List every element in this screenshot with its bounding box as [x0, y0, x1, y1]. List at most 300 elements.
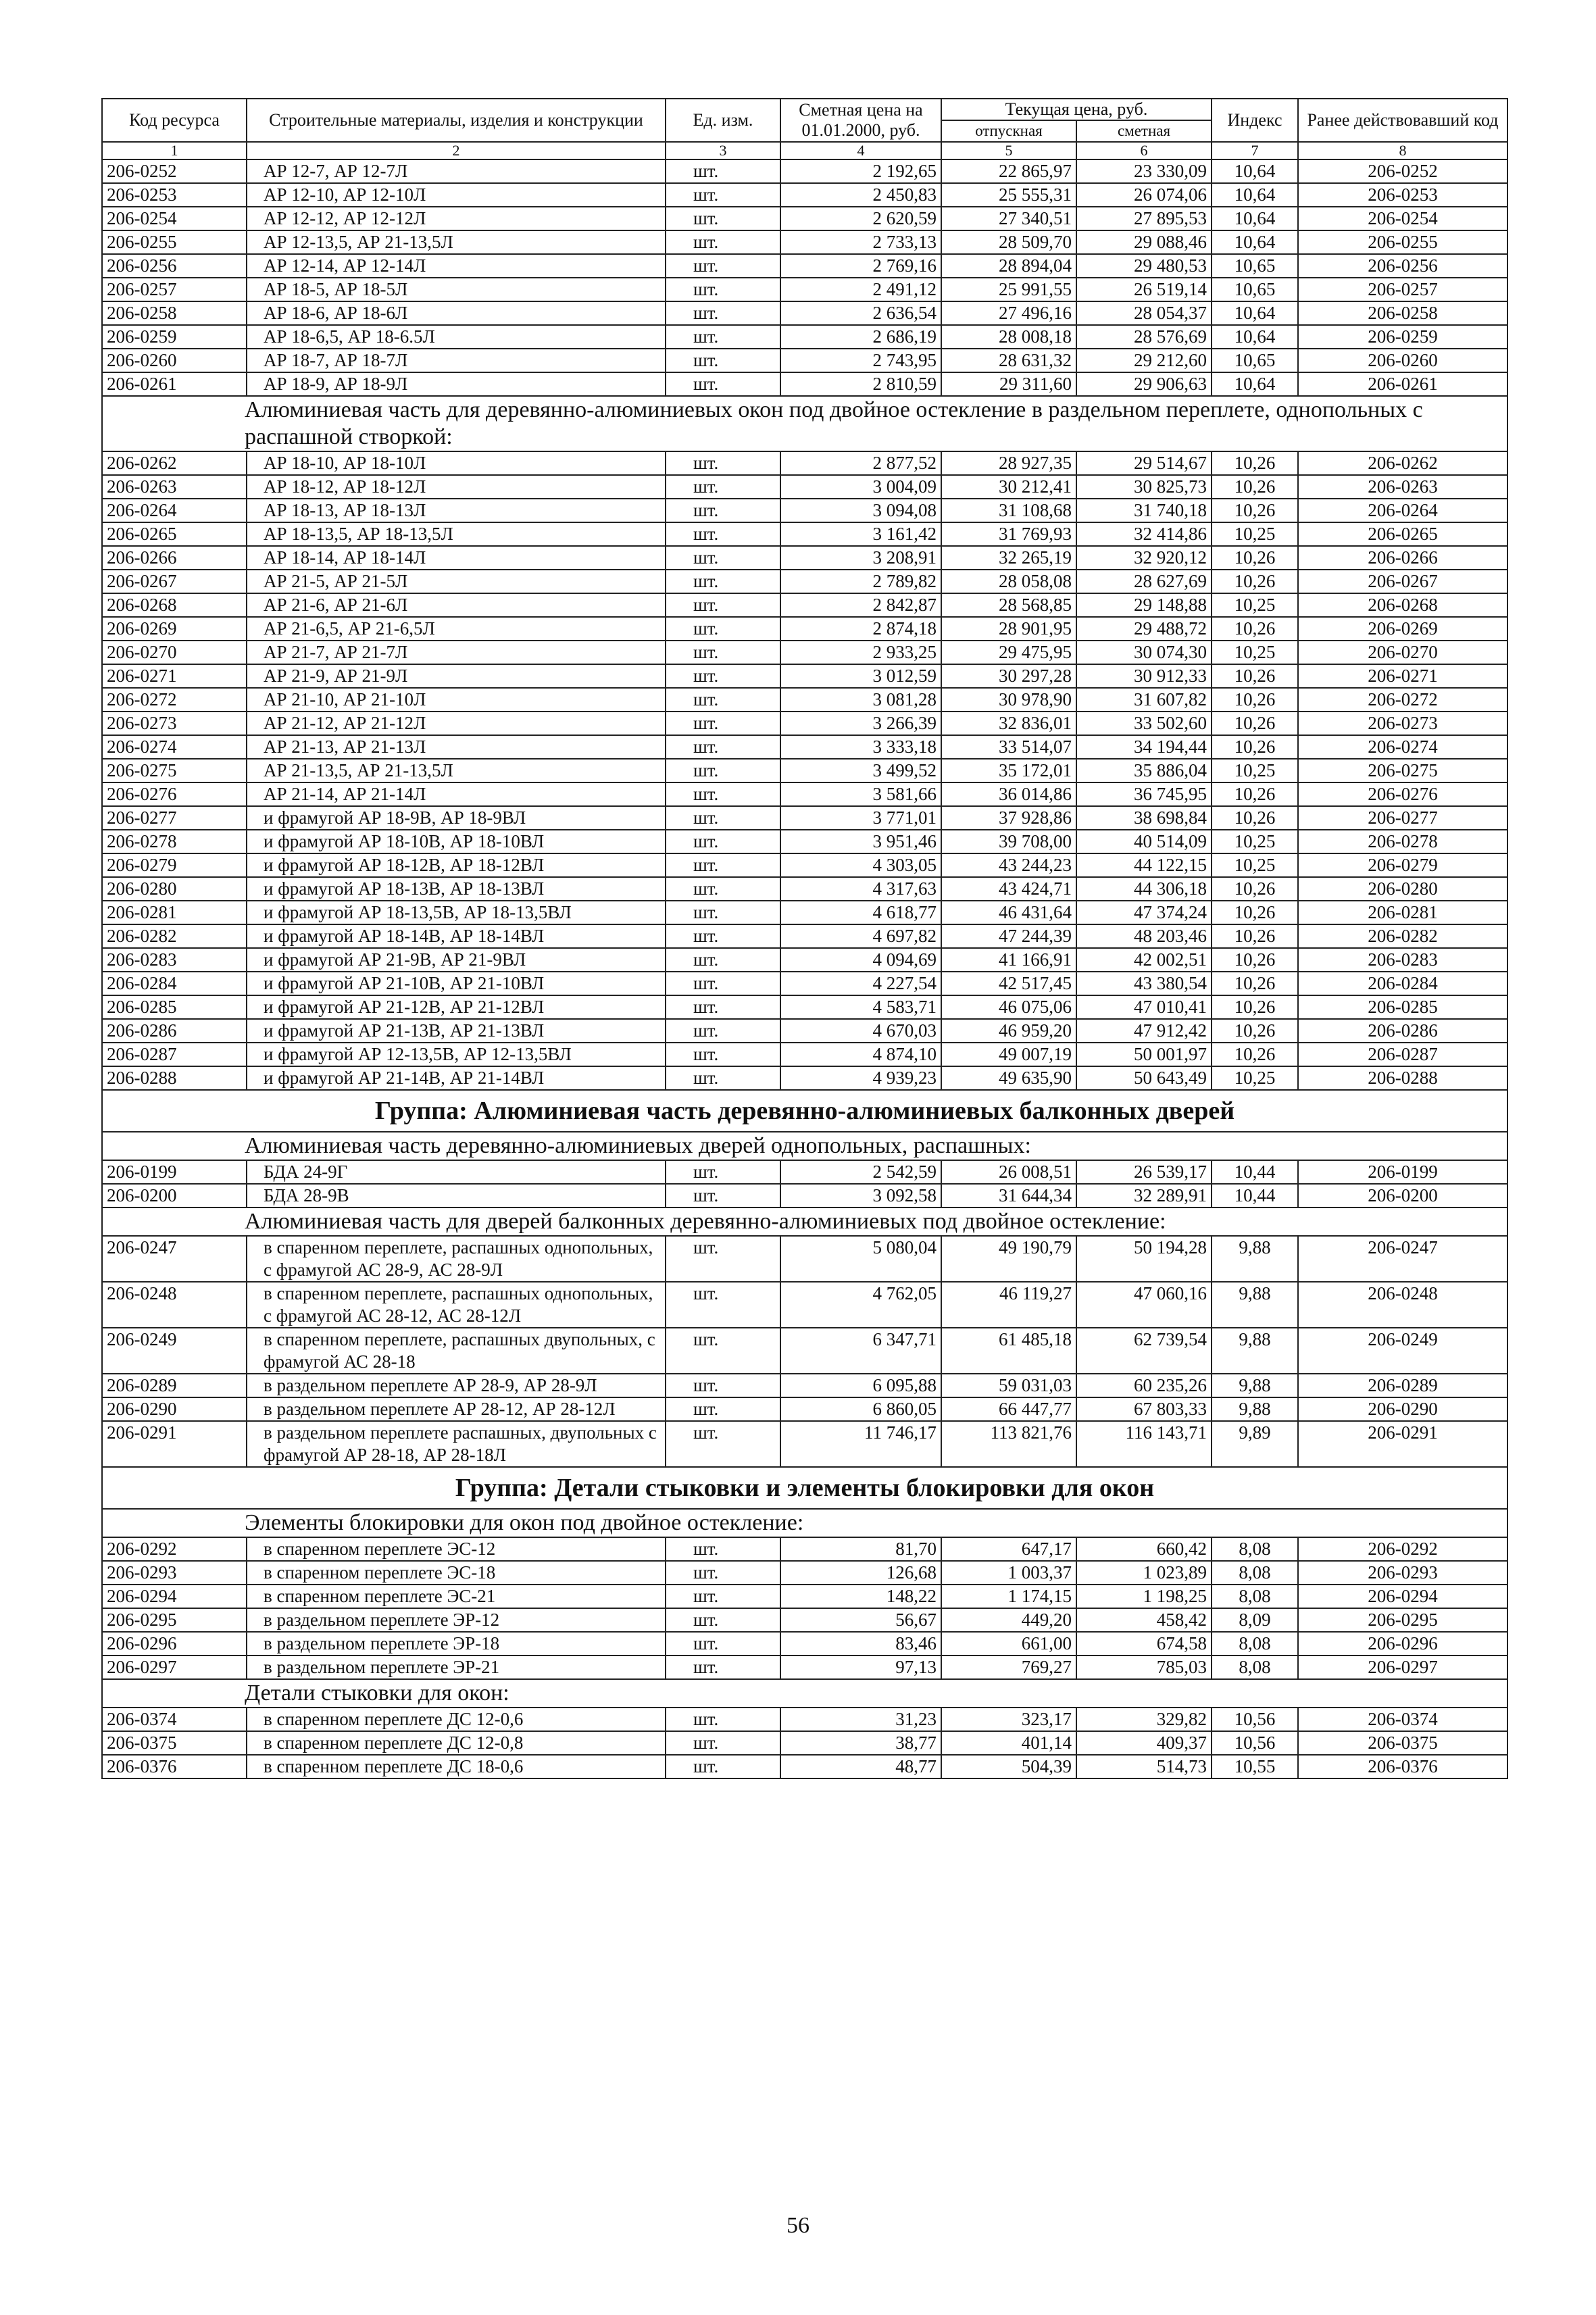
price-index: 10,26: [1212, 688, 1298, 712]
release-price: 46 959,20: [941, 1019, 1076, 1043]
table-row: [102, 924, 1507, 948]
price-index: 10,26: [1212, 806, 1298, 830]
price-table: [101, 98, 1508, 1779]
table-row: [102, 830, 1507, 853]
base-price: 4 227,54: [780, 972, 941, 995]
estimate-price: 785,03: [1076, 1656, 1212, 1679]
resource-code: 206-0374: [102, 1708, 247, 1731]
resource-code: 206-0273: [102, 712, 247, 735]
estimate-price: 47 060,16: [1076, 1282, 1212, 1328]
material-name: АР 18-13, АР 18-13Л: [247, 499, 666, 522]
estimate-price: 329,82: [1076, 1708, 1212, 1731]
base-price: 2 933,25: [780, 641, 941, 664]
previous-code: 206-0277: [1298, 806, 1507, 830]
estimate-price: 27 895,53: [1076, 207, 1212, 230]
previous-code: 206-0262: [1298, 451, 1507, 475]
subheading-2: Алюминиевая часть деревянно-алюминиевых дверей однопольных, распашных:: [102, 1132, 1507, 1160]
unit: шт.: [666, 853, 780, 877]
material-name: и фрамугой АР 18-13,5В, АР 18-13,5ВЛ: [247, 901, 666, 924]
previous-code: 206-0255: [1298, 230, 1507, 254]
unit: шт.: [666, 901, 780, 924]
header-index: Индекс: [1212, 99, 1298, 142]
header-unit: Ед. изм.: [666, 99, 780, 142]
resource-code: 206-0276: [102, 782, 247, 806]
base-price: 11 746,17: [780, 1421, 941, 1467]
base-price: 4 874,10: [780, 1043, 941, 1066]
resource-code: 206-0248: [102, 1282, 247, 1328]
table-row: [102, 1537, 1507, 1561]
resource-code: 206-0267: [102, 570, 247, 593]
estimate-price: 31 740,18: [1076, 499, 1212, 522]
resource-code: 206-0280: [102, 877, 247, 901]
base-price: 4 670,03: [780, 1019, 941, 1043]
table-row: [102, 1561, 1507, 1585]
table-row: [102, 1585, 1507, 1608]
col-number: 6: [1076, 142, 1212, 159]
release-price: 49 190,79: [941, 1236, 1076, 1282]
base-price: 3 499,52: [780, 759, 941, 782]
estimate-price: 47 374,24: [1076, 901, 1212, 924]
estimate-price: 409,37: [1076, 1731, 1212, 1755]
col-number: 4: [780, 142, 941, 159]
price-index: 10,56: [1212, 1708, 1298, 1731]
resource-code: 206-0279: [102, 853, 247, 877]
unit: шт.: [666, 759, 780, 782]
price-index: 10,26: [1212, 1043, 1298, 1066]
table-row: [102, 1236, 1507, 1282]
table-row: [102, 1708, 1507, 1731]
release-price: 27 496,16: [941, 301, 1076, 325]
unit: шт.: [666, 546, 780, 570]
material-name: АР 18-10, АР 18-10Л: [247, 451, 666, 475]
material-name: и фрамугой АР 18-10В, АР 18-10ВЛ: [247, 830, 666, 853]
unit: шт.: [666, 1537, 780, 1561]
release-price: 49 635,90: [941, 1066, 1076, 1090]
material-name: БДА 24-9Г: [247, 1160, 666, 1184]
base-price: 3 094,08: [780, 499, 941, 522]
resource-code: 206-0247: [102, 1236, 247, 1282]
price-index: 10,64: [1212, 325, 1298, 349]
base-price: 2 842,87: [780, 593, 941, 617]
previous-code: 206-0256: [1298, 254, 1507, 278]
previous-code: 206-0285: [1298, 995, 1507, 1019]
previous-code: 206-0287: [1298, 1043, 1507, 1066]
price-index: 10,25: [1212, 853, 1298, 877]
table-row: [102, 1608, 1507, 1632]
estimate-price: 30 825,73: [1076, 475, 1212, 499]
resource-code: 206-0254: [102, 207, 247, 230]
base-price: 4 583,71: [780, 995, 941, 1019]
table-row: [102, 499, 1507, 522]
resource-code: 206-0269: [102, 617, 247, 641]
estimate-price: 50 194,28: [1076, 1236, 1212, 1282]
release-price: 28 008,18: [941, 325, 1076, 349]
previous-code: 206-0376: [1298, 1755, 1507, 1778]
subheading-4: Элементы блокировки для окон под двойное остекление:: [102, 1509, 1507, 1537]
material-name: АР 12-13,5, АР 21-13,5Л: [247, 230, 666, 254]
base-price: 56,67: [780, 1608, 941, 1632]
unit: шт.: [666, 782, 780, 806]
col-number: 8: [1298, 142, 1507, 159]
price-index: 10,44: [1212, 1184, 1298, 1208]
material-name: АР 12-14, АР 12-14Л: [247, 254, 666, 278]
base-price: 2 192,65: [780, 159, 941, 183]
base-price: 4 094,69: [780, 948, 941, 972]
unit: шт.: [666, 475, 780, 499]
unit: шт.: [666, 593, 780, 617]
previous-code: 206-0292: [1298, 1537, 1507, 1561]
resource-code: 206-0296: [102, 1632, 247, 1656]
estimate-price: 23 330,09: [1076, 159, 1212, 183]
previous-code: 206-0268: [1298, 593, 1507, 617]
release-price: 401,14: [941, 1731, 1076, 1755]
table-row: [102, 1282, 1507, 1328]
price-index: 10,26: [1212, 948, 1298, 972]
table-row: [102, 451, 1507, 475]
resource-code: 206-0252: [102, 159, 247, 183]
price-index: 10,26: [1212, 924, 1298, 948]
estimate-price: 50 001,97: [1076, 1043, 1212, 1066]
table-row: [102, 948, 1507, 972]
header-release: отпускная: [941, 120, 1076, 142]
header-prev-code: Ранее действовавший код: [1298, 99, 1507, 142]
estimate-price: 42 002,51: [1076, 948, 1212, 972]
release-price: 29 311,60: [941, 372, 1076, 396]
estimate-price: 47 010,41: [1076, 995, 1212, 1019]
unit: шт.: [666, 570, 780, 593]
price-index: 10,65: [1212, 278, 1298, 301]
resource-code: 206-0266: [102, 546, 247, 570]
col-number: 7: [1212, 142, 1298, 159]
resource-code: 206-0249: [102, 1328, 247, 1374]
estimate-price: 67 803,33: [1076, 1397, 1212, 1421]
price-index: 10,65: [1212, 349, 1298, 372]
previous-code: 206-0374: [1298, 1708, 1507, 1731]
material-name: в спаренном переплете, распашных однопольных, с фрамугой АС 28-12, АС 28-12Л: [247, 1282, 666, 1328]
page-number: 56: [787, 2213, 809, 2238]
material-name: и фрамугой АР 21-13В, АР 21-13ВЛ: [247, 1019, 666, 1043]
previous-code: 206-0375: [1298, 1731, 1507, 1755]
price-index: 10,26: [1212, 617, 1298, 641]
base-price: 81,70: [780, 1537, 941, 1561]
material-name: АР 21-5, АР 21-5Л: [247, 570, 666, 593]
previous-code: 206-0249: [1298, 1328, 1507, 1374]
table-row: [102, 1184, 1507, 1208]
price-index: 9,88: [1212, 1397, 1298, 1421]
table-row: [102, 853, 1507, 877]
release-price: 504,39: [941, 1755, 1076, 1778]
resource-code: 206-0272: [102, 688, 247, 712]
base-price: 4 618,77: [780, 901, 941, 924]
table-row: [102, 688, 1507, 712]
resource-code: 206-0281: [102, 901, 247, 924]
table-row: [102, 806, 1507, 830]
base-price: 2 743,95: [780, 349, 941, 372]
unit: шт.: [666, 688, 780, 712]
material-name: и фрамугой АР 21-9В, АР 21-9ВЛ: [247, 948, 666, 972]
price-index: 10,26: [1212, 735, 1298, 759]
group-row: [102, 1467, 1507, 1509]
unit: шт.: [666, 1397, 780, 1421]
release-price: 28 894,04: [941, 254, 1076, 278]
subheading-row: [102, 1208, 1507, 1236]
estimate-price: 60 235,26: [1076, 1374, 1212, 1397]
material-name: АР 21-10, АР 21-10Л: [247, 688, 666, 712]
rows-d: [102, 1236, 1507, 1467]
base-price: 2 789,82: [780, 570, 941, 593]
release-price: 49 007,19: [941, 1043, 1076, 1066]
unit: шт.: [666, 254, 780, 278]
release-price: 28 058,08: [941, 570, 1076, 593]
base-price: 83,46: [780, 1632, 941, 1656]
estimate-price: 26 074,06: [1076, 183, 1212, 207]
release-price: 25 555,31: [941, 183, 1076, 207]
estimate-price: 31 607,82: [1076, 688, 1212, 712]
base-price: 38,77: [780, 1731, 941, 1755]
base-price: 2 810,59: [780, 372, 941, 396]
price-index: 10,26: [1212, 546, 1298, 570]
previous-code: 206-0267: [1298, 570, 1507, 593]
unit: шт.: [666, 1421, 780, 1467]
base-price: 3 004,09: [780, 475, 941, 499]
unit: шт.: [666, 1585, 780, 1608]
base-price: 2 620,59: [780, 207, 941, 230]
material-name: и фрамугой АР 21-10В, АР 21-10ВЛ: [247, 972, 666, 995]
table-row: [102, 1731, 1507, 1755]
release-price: 66 447,77: [941, 1397, 1076, 1421]
unit: шт.: [666, 499, 780, 522]
base-price: 2 636,54: [780, 301, 941, 325]
previous-code: 206-0248: [1298, 1282, 1507, 1328]
group-2-title: Группа: Детали стыковки и элементы блокировки для окон: [102, 1467, 1507, 1509]
resource-code: 206-0262: [102, 451, 247, 475]
estimate-price: 44 122,15: [1076, 853, 1212, 877]
subheading-row: [102, 1679, 1507, 1708]
price-index: 10,26: [1212, 570, 1298, 593]
estimate-price: 29 906,63: [1076, 372, 1212, 396]
unit: шт.: [666, 1608, 780, 1632]
table-row: [102, 877, 1507, 901]
release-price: 39 708,00: [941, 830, 1076, 853]
price-table-sheet: [101, 98, 1507, 1779]
material-name: в раздельном переплете ЭР-12: [247, 1608, 666, 1632]
previous-code: 206-0199: [1298, 1160, 1507, 1184]
base-price: 3 092,58: [780, 1184, 941, 1208]
col-number: 2: [247, 142, 666, 159]
resource-code: 206-0261: [102, 372, 247, 396]
unit: шт.: [666, 664, 780, 688]
subheading-5: Детали стыковки для окон:: [102, 1679, 1507, 1708]
release-price: 26 008,51: [941, 1160, 1076, 1184]
previous-code: 206-0269: [1298, 617, 1507, 641]
estimate-price: 1 198,25: [1076, 1585, 1212, 1608]
table-row: [102, 570, 1507, 593]
header-estimate: сметная: [1076, 120, 1212, 142]
base-price: 3 012,59: [780, 664, 941, 688]
group-row: [102, 1090, 1507, 1132]
previous-code: 206-0266: [1298, 546, 1507, 570]
release-price: 31 644,34: [941, 1184, 1076, 1208]
price-index: 10,26: [1212, 901, 1298, 924]
unit: шт.: [666, 1043, 780, 1066]
col-number: 1: [102, 142, 247, 159]
resource-code: 206-0259: [102, 325, 247, 349]
release-price: 323,17: [941, 1708, 1076, 1731]
resource-code: 206-0258: [102, 301, 247, 325]
release-price: 28 631,32: [941, 349, 1076, 372]
header-materials: Строительные материалы, изделия и конструкции: [247, 99, 666, 142]
estimate-price: 30 912,33: [1076, 664, 1212, 688]
resource-code: 206-0270: [102, 641, 247, 664]
price-index: 10,25: [1212, 830, 1298, 853]
resource-code: 206-0271: [102, 664, 247, 688]
estimate-price: 38 698,84: [1076, 806, 1212, 830]
base-price: 4 939,23: [780, 1066, 941, 1090]
table-row: [102, 1374, 1507, 1397]
column-number-row: [102, 142, 1507, 159]
price-index: 10,64: [1212, 372, 1298, 396]
release-price: 31 108,68: [941, 499, 1076, 522]
table-row: [102, 475, 1507, 499]
base-price: 2 874,18: [780, 617, 941, 641]
price-index: 8,08: [1212, 1537, 1298, 1561]
previous-code: 206-0272: [1298, 688, 1507, 712]
price-index: 10,64: [1212, 230, 1298, 254]
rows-c: [102, 1160, 1507, 1208]
resource-code: 206-0257: [102, 278, 247, 301]
material-name: и фрамугой АР 18-12В, АР 18-12ВЛ: [247, 853, 666, 877]
estimate-price: 28 627,69: [1076, 570, 1212, 593]
base-price: 2 769,16: [780, 254, 941, 278]
table-row: [102, 278, 1507, 301]
material-name: АР 18-6, АР 18-6Л: [247, 301, 666, 325]
unit: шт.: [666, 1019, 780, 1043]
price-index: 10,26: [1212, 499, 1298, 522]
unit: шт.: [666, 1561, 780, 1585]
material-name: и фрамугой АР 18-9В, АР 18-9ВЛ: [247, 806, 666, 830]
previous-code: 206-0260: [1298, 349, 1507, 372]
price-index: 10,64: [1212, 183, 1298, 207]
table-row: [102, 712, 1507, 735]
resource-code: 206-0282: [102, 924, 247, 948]
price-index: 10,25: [1212, 759, 1298, 782]
unit: шт.: [666, 1282, 780, 1328]
table-row: [102, 159, 1507, 183]
previous-code: 206-0275: [1298, 759, 1507, 782]
previous-code: 206-0200: [1298, 1184, 1507, 1208]
rows-e: [102, 1537, 1507, 1679]
unit: шт.: [666, 1632, 780, 1656]
unit: шт.: [666, 1755, 780, 1778]
estimate-price: 32 920,12: [1076, 546, 1212, 570]
base-price: 2 686,19: [780, 325, 941, 349]
table-row: [102, 782, 1507, 806]
previous-code: 206-0289: [1298, 1374, 1507, 1397]
unit: шт.: [666, 995, 780, 1019]
base-price: 2 491,12: [780, 278, 941, 301]
price-index: 10,26: [1212, 1019, 1298, 1043]
resource-code: 206-0290: [102, 1397, 247, 1421]
release-price: 30 297,28: [941, 664, 1076, 688]
subheading-3: Алюминиевая часть для дверей балконных деревянно-алюминиевых под двойное остекление:: [102, 1208, 1507, 1236]
base-price: 126,68: [780, 1561, 941, 1585]
previous-code: 206-0282: [1298, 924, 1507, 948]
price-index: 10,26: [1212, 972, 1298, 995]
resource-code: 206-0263: [102, 475, 247, 499]
material-name: в спаренном переплете ДС 12-0,6: [247, 1708, 666, 1731]
unit: шт.: [666, 451, 780, 475]
previous-code: 206-0247: [1298, 1236, 1507, 1282]
material-name: и фрамугой АР 12-13,5В, АР 12-13,5ВЛ: [247, 1043, 666, 1066]
header-estimate-price: Сметная цена на 01.01.2000, руб.: [780, 99, 941, 142]
table-row: [102, 1656, 1507, 1679]
release-price: 46 119,27: [941, 1282, 1076, 1328]
resource-code: 206-0288: [102, 1066, 247, 1090]
subheading-row: [102, 396, 1507, 451]
base-price: 4 697,82: [780, 924, 941, 948]
previous-code: 206-0270: [1298, 641, 1507, 664]
previous-code: 206-0257: [1298, 278, 1507, 301]
price-index: 9,88: [1212, 1374, 1298, 1397]
base-price: 6 860,05: [780, 1397, 941, 1421]
release-price: 647,17: [941, 1537, 1076, 1561]
estimate-price: 1 023,89: [1076, 1561, 1212, 1585]
estimate-price: 26 539,17: [1076, 1160, 1212, 1184]
previous-code: 206-0271: [1298, 664, 1507, 688]
resource-code: 206-0285: [102, 995, 247, 1019]
release-price: 30 978,90: [941, 688, 1076, 712]
resource-code: 206-0275: [102, 759, 247, 782]
base-price: 2 877,52: [780, 451, 941, 475]
resource-code: 206-0274: [102, 735, 247, 759]
release-price: 31 769,93: [941, 522, 1076, 546]
resource-code: 206-0200: [102, 1184, 247, 1208]
price-index: 8,08: [1212, 1585, 1298, 1608]
resource-code: 206-0289: [102, 1374, 247, 1397]
previous-code: 206-0263: [1298, 475, 1507, 499]
table-row: [102, 759, 1507, 782]
resource-code: 206-0199: [102, 1160, 247, 1184]
price-index: 10,44: [1212, 1160, 1298, 1184]
material-name: и фрамугой АР 21-12В, АР 21-12ВЛ: [247, 995, 666, 1019]
table-row: [102, 593, 1507, 617]
material-name: в спаренном переплете ЭС-18: [247, 1561, 666, 1585]
price-index: 10,25: [1212, 1066, 1298, 1090]
base-price: 3 581,66: [780, 782, 941, 806]
release-price: 36 014,86: [941, 782, 1076, 806]
material-name: АР 21-7, АР 21-7Л: [247, 641, 666, 664]
material-name: в раздельном переплете АР 28-12, АР 28-12Л: [247, 1397, 666, 1421]
resource-code: 206-0255: [102, 230, 247, 254]
table-row: [102, 349, 1507, 372]
release-price: 28 568,85: [941, 593, 1076, 617]
previous-code: 206-0294: [1298, 1585, 1507, 1608]
unit: шт.: [666, 1731, 780, 1755]
unit: шт.: [666, 207, 780, 230]
material-name: АР 18-5, АР 18-5Л: [247, 278, 666, 301]
price-index: 10,64: [1212, 207, 1298, 230]
material-name: в спаренном переплете, распашных однопольных, с фрамугой АС 28-9, АС 28-9Л: [247, 1236, 666, 1282]
material-name: и фрамугой АР 18-14В, АР 18-14ВЛ: [247, 924, 666, 948]
base-price: 2 542,59: [780, 1160, 941, 1184]
estimate-price: 35 886,04: [1076, 759, 1212, 782]
price-index: 10,26: [1212, 664, 1298, 688]
table-row: [102, 1755, 1507, 1778]
unit: шт.: [666, 641, 780, 664]
base-price: 3 208,91: [780, 546, 941, 570]
estimate-price: 50 643,49: [1076, 1066, 1212, 1090]
release-price: 1 174,15: [941, 1585, 1076, 1608]
